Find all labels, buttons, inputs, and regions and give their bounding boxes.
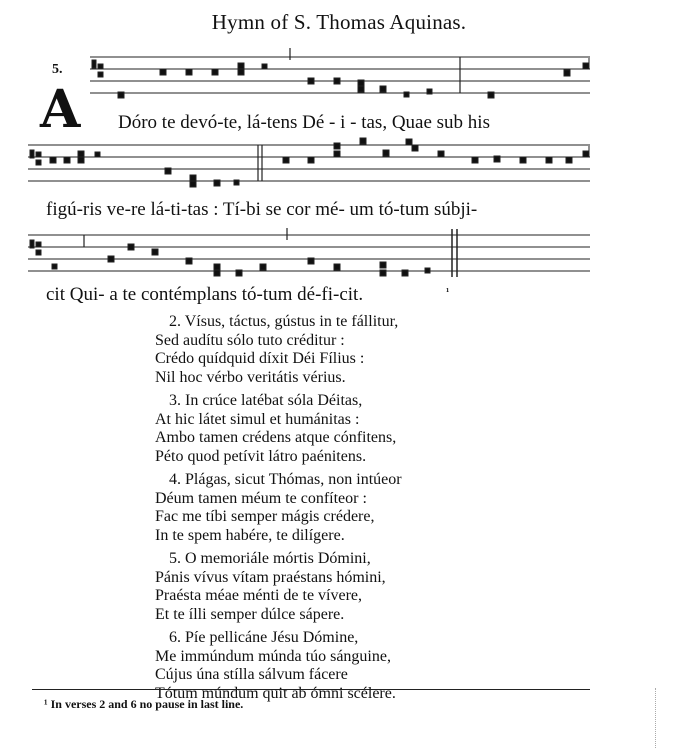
verse-line: 6. Píe pellicáne Jésu Dómine, [169, 629, 359, 646]
footnote-rule [32, 689, 590, 690]
verse-6 [155, 629, 402, 703]
lyric-line-3: cit Qui- a te contémplans tó-tum dé-fi-cit. [46, 284, 364, 305]
verse-line: Déum tamen méum te confíteor : [155, 489, 367, 507]
hymn-number: 5. [52, 62, 63, 77]
verse-line: 2. Vísus, táctus, gústus in te fállitur, [169, 313, 399, 330]
verses-block [155, 313, 402, 708]
footnote: ¹ In verses 2 and 6 no pause in last line. [44, 697, 244, 711]
verse-line: Nil hoc vérbo veritátis vérius. [155, 368, 346, 386]
verse-line: Tótum múndum quit ab ómni scélere. [155, 684, 396, 702]
verse-line: Cújus úna stílla sálvum fácere [155, 666, 348, 683]
verse-line: Pánis vívus vítam praéstans hómini, [155, 568, 386, 586]
footnote-marker: ¹ [446, 286, 450, 298]
verse-4 [155, 471, 402, 545]
lyric-line-1: Dóro te devó-te, lá-tens Dé - i - tas, Quae sub his [118, 112, 490, 133]
verse-5 [155, 550, 402, 624]
verse-line: Ambo tamen crédens atque cónfitens, [155, 429, 397, 446]
verse-line: 4. Plágas, sicut Thómas, non intúeor [169, 471, 402, 488]
verse-line: Crédo quídquid díxit Déi Fílius : [155, 350, 365, 367]
verse-line: Et te ílli semper dúlce sápere. [155, 605, 345, 623]
verse-line: Me immúndum múnda túo sánguine, [155, 647, 391, 665]
page-title: Hymn of S. Thomas Aquinas. [211, 10, 467, 34]
verse-line: 5. O memoriále mórtis Dómini, [169, 550, 371, 567]
verse-line: In te spem habére, te dilígere. [155, 526, 345, 544]
page-edge-mark [655, 688, 657, 748]
lyric-line-2: figú-ris ve-re lá-ti-tas : Tí-bi se cor mé- um tó-tum súbji- [46, 199, 478, 220]
verse-line: Péto quod petívit látro paénitens. [155, 447, 367, 465]
verse-line: Fac me tíbi semper mágis crédere, [155, 508, 375, 525]
verse-line: At hic látet simul et humánitas : [155, 410, 360, 428]
drop-capital: A [40, 79, 81, 140]
verse-3 [155, 392, 402, 466]
verse-line: 3. In crúce latébat sóla Déitas, [169, 392, 363, 409]
verse-line: Praésta méae ménti de te vívere, [155, 587, 363, 604]
verse-line: Sed audítu sólo tuto créditur : [155, 331, 345, 349]
verse-2 [155, 313, 402, 387]
